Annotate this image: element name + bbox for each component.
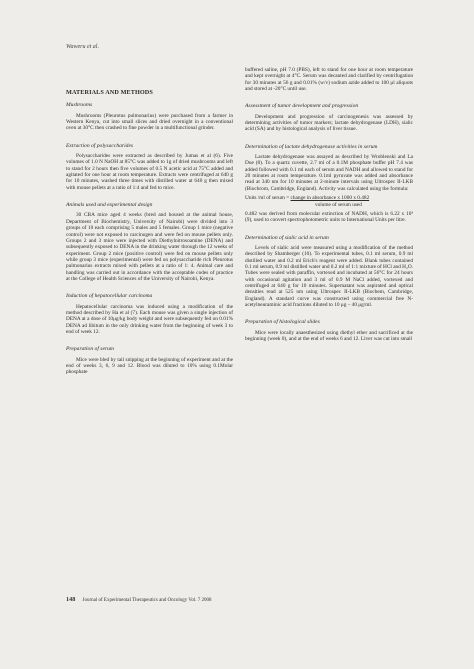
paragraph-animals: 30 CBA mice aged 4 weeks (bred and housed at the animal house, Department of Biochemistry, University of Nairobi) were divided into 3 groups of 10 each comprising 5 males and 5 females. Group 1 mice (negative control) were not exposed to carcinogen and were fed on mouse pellets only. Groups 2 and 3 mice were injected with Diethylnitrosoamine (DENA) and subsequently exposed to DENA in the drinking water through the 12 weeks of experiment. Group 2 mice (positive control) were fed on mouse pellets only while group 3 mice (experimental) were fed on polysaccharide rich Pleurotus pulmonarius extracts mixed with pellets at a ratio of 1: 4. Animal care and handling was carried out in accordance with the acceptable codes of practice at the College of Health Sciences of the University of Nairobi, Kenya. [66, 212, 233, 282]
paragraph-sialic: Levels of sialic acid were measured using a modification of the method described by Shamberger (10). To experimental tubes, 0.1 ml serum, 0.9 ml distilled water and 0.2 ml Erich's reagent were added. Blank tubes contained 0.1 ml serum, 0.9 ml distilled water and 0.2 ml of 1:1 mixture of HCl and H₂O. Tubes were sealed with paraffin, vortexed and incubated at 56°C for 24 hours with occasional agitation and 3 ml of 0.9 M NaCl added, vortexed and centrifuged at 640 g for 10 minutes. Supernatant was aspirated and optical densities read at 525 nm using Ultrospec II-LKB (Biochem, Cambridge, England). A standard curve was constructed using commercial free N-acetylneuraminic acid fractions diluted to 10 μg – 40 μg/ml. [245, 244, 413, 308]
heading-mushrooms: Mushrooms [66, 102, 93, 109]
heading-extraction: Extraction of polysaccharides [66, 142, 134, 149]
right-column [245, 67, 413, 344]
heading-sialic: Determination of sialic acid in serum [245, 234, 329, 241]
heading-animals: Animals used and experimental design [66, 202, 153, 209]
page-number: 148 [66, 596, 76, 603]
heading-tumor: Assessment of tumor development and progression [245, 103, 359, 110]
paragraph-induction: Hepatocellular carcinoma was induced using a modification of the method described by Ha et al (7). Each mouse was given a single injection of DENA at a dose of 10μg/kg body weight and were subsequently fed on 0.01% DENA ad libitum in the only drinking water from the beginning of week 3 to end of week 12. [66, 303, 233, 335]
journal-citation: Journal of Experimental Therapeutics and Oncology Vol. 7 2008 [82, 598, 212, 603]
paragraph-mushrooms: Mushrooms (Pleurotus pulmonarius) were purchased from a farmer in Western Kenya, cut into small slices and dried overnight in a conventional oven at 30°C then crashed to fine powder in a multifunctional grinder. [66, 112, 233, 132]
paragraph-ldh-2: 0.482 was derived from molecular extinction of NADH, which is 6.22 x 10³ (9), used to convert spectrophotometric units to International Units per litre. [245, 210, 413, 224]
heading-induction: Induction of hepatocellular carcinoma [66, 293, 153, 300]
heading-ldh: Determination of lactate dehydrogenase activities in serum [245, 143, 378, 150]
formula-numerator: change in absorbance x 1000 x 0.482 [290, 195, 370, 202]
formula-lhs: Units /ml of serum = [245, 195, 291, 202]
paragraph-extraction: Polysaccharides were extracted as described by Jumas et al (6). Five volumes of 1.0 N NaOH at 85°C was added to 1g of dried mushrooms and left to stand for 2 hours then five volumes of 0.5 N acetic acid at 75°C added and agitated for one hour at room temperature. Extracts were centrifuged at 640 g for 10 minutes, washed three times with distilled water at 640 g then mixed with mouse pellets at a ratio of 1:4 and fed to mice. [66, 153, 233, 191]
paragraph-serum-continued: buffered saline, pH 7.0 (PBS), left to stand for one hour at room temperature and kept overnight at 4°C. Serum was decanted and clarified by centrifugation for 30 minutes at 56 g and 0.01% (w/v) sodium azide added to 100 μl aliquots and stored at -20°C until use. [245, 67, 413, 93]
paragraph-ldh: Lactate dehydrogenase was assayed as described by Wroblenski and La Due (8). To a quartz cuvette, 2.7 ml of a 0.1M phosphate buffer pH 7.4 was added followed with 0.1 ml each of serum and NADH and allowed to stand for 20 minutes at room temperature. 0.1ml pyruvate was added and absorbance read at 340 nm for 10 minutes at 2-minute intervals using Ultrospec II-LKB (Biochrom, Cambridge, England). Activity was calculated using the formula: [245, 154, 413, 192]
left-column [66, 90, 233, 378]
section-title: MATERIALS AND METHODS [66, 89, 153, 96]
paragraph-serum: Mice were bled by tail snipping at the beginning of experiment and at the end of weeks 3, 6, 9 and 12. Blood was diluted to 10% using 0.1Molar phosphate [66, 356, 233, 376]
heading-serum: Preparation of serum [66, 346, 114, 353]
page-footer [66, 596, 413, 603]
heading-histology: Preparation of histological slides [245, 319, 320, 326]
formula-denominator: volume of serum used [315, 201, 362, 208]
paragraph-tumor: Development and progression of carcinogenesis was assessed by determining activities of tumor markers; lactate dehydrogenase (LDH), sialic acid (SA) and by histological analysis of liver tissue. [245, 113, 413, 133]
running-head: Waweru et al. [66, 44, 99, 50]
paragraph-histology: Mice were locally anaesthesized using diethyl ether and sacrificed at the beginning (week 0), and at the end of weeks 6 and 12. Liver was cut into small [245, 329, 413, 342]
ldh-formula [245, 195, 413, 208]
